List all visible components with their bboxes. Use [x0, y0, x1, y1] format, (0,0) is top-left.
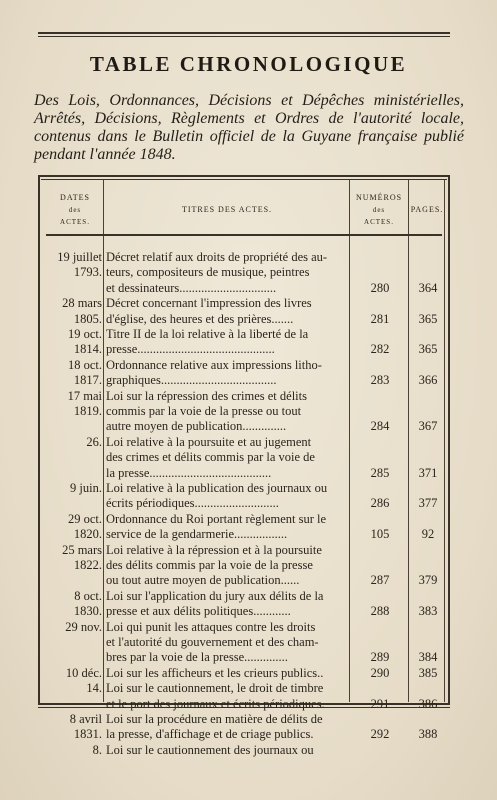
row-page: 386 [418, 696, 438, 711]
row-title: Décret concernant l'impression des livres d'église, des heures et des prières....... [106, 296, 312, 326]
header-dates-line1: DATES [60, 193, 90, 202]
row-page: 367 [418, 419, 438, 434]
row-date: 19 oct. 1814. [67, 327, 102, 357]
row-number: 290 [370, 665, 390, 680]
row-date: 29 nov. [65, 619, 102, 634]
header-rule [46, 234, 442, 236]
row-number: 286 [370, 496, 390, 511]
header-numeros-line1: NUMÉROS [355, 193, 403, 202]
row-page: 92 [421, 527, 435, 542]
page-title: TABLE CHRONOLOGIQUE [89, 52, 408, 76]
row-number: 288 [370, 604, 390, 619]
row-date: 19 juillet 1793. [57, 250, 102, 280]
row-page: 379 [418, 573, 438, 588]
row-date: 9 juin. [70, 481, 102, 495]
row-page: 371 [418, 465, 438, 480]
row-title: Ordonnance du Roi portant règlement sur le service de la gendarmerie................. [106, 511, 327, 542]
row-page: 383 [418, 604, 438, 619]
row-date: 8 oct. 1830. [73, 588, 102, 619]
row-title: Loi sur les afficheurs et les crieurs publics.. [106, 665, 324, 680]
row-number: 291 [370, 696, 390, 711]
row-date: 25 mars 1822. [62, 542, 102, 572]
row-number: 105 [370, 527, 390, 542]
header-dates [48, 192, 102, 228]
row-date: 10 déc. [65, 665, 102, 680]
row-title: Décret relatif aux droits de propriété des au- teurs, compositeurs de musique, peintres et dessinateurs............................... [106, 250, 328, 295]
header-numeros-line2: des [372, 206, 386, 214]
column-divider [444, 180, 445, 702]
row-number: 289 [370, 650, 390, 665]
row-title: Loi sur l'application du jury aux délits de la presse et aux délits politiques............ [106, 588, 324, 619]
row-page: 364 [418, 280, 438, 295]
row-date: 17 mai 1819. [67, 388, 102, 418]
row-number: 287 [370, 573, 390, 588]
row-date: 14. [86, 681, 102, 696]
row-title: Loi sur la répression des crimes et délits commis par la voie de la presse ou tout autre moyen de publication.............. [106, 388, 307, 434]
header-dates-line2: des [68, 206, 82, 214]
row-page: 385 [418, 665, 438, 680]
row-title: Loi sur le cautionnement, le droit de timbre et le port des journaux et écrits périodiques. [106, 681, 325, 711]
row-page: 377 [418, 496, 438, 511]
page-subtitle: Des Lois, Ordonnances, Décisions et Dépêches ministérielles, Arrêtés, Décisions, Règlements et Ordres de l'autorité locale, contenus dans le Bulletin officiel de la Guyane française publié pendant l'année 1848. [34, 92, 464, 163]
row-title: Loi relative à la répression et à la poursuite des délits commis par la voie de la presse ou tout autre moyen de publication...... [106, 542, 322, 588]
row-number: 292 [370, 727, 390, 742]
row-page: 366 [418, 373, 438, 388]
header-numeros-line3: ACTES. [364, 218, 394, 226]
row-number: 280 [370, 280, 390, 295]
row-number: 283 [370, 373, 390, 388]
column-divider [408, 180, 409, 702]
row-date: 26. [86, 434, 102, 449]
row-title: Titre II de la loi relative à la liberté de la presse............................................ [106, 327, 309, 357]
row-title: Loi qui punit les attaques contre les droits et l'autorité du gouvernement et des cham- bres par la voie de la presse.............. [106, 619, 319, 665]
row-page: 365 [418, 311, 438, 326]
column-divider [103, 180, 104, 702]
row-number: 285 [370, 465, 390, 480]
column-divider [349, 180, 350, 702]
row-title: Ordonnance relative aux impressions litho- graphiques..................................... [106, 357, 322, 388]
row-page: 384 [418, 650, 438, 665]
header-pages: PAGES. [410, 205, 444, 214]
table-inner-rule [41, 179, 447, 180]
header-dates-line3: ACTES. [60, 218, 90, 226]
row-date: 28 mars 1805. [62, 296, 102, 326]
row-title: Loi relative à la publication des journaux ou écrits périodiques........................... [106, 481, 328, 511]
row-number: 281 [370, 311, 390, 326]
row-date: 8 avril 1831. [69, 712, 102, 742]
row-date: 29 oct. 1820. [67, 511, 102, 542]
row-title: Loi sur le cautionnement des journaux ou [106, 742, 314, 757]
header-numeros [350, 192, 408, 228]
row-number: 282 [370, 342, 390, 357]
row-number: 284 [370, 419, 390, 434]
header-titres: TITRES DES ACTES. [181, 205, 273, 214]
row-page: 365 [418, 342, 438, 357]
row-page: 388 [418, 727, 438, 742]
row-date: 18 oct. 1817. [67, 357, 102, 388]
row-date: 8. [92, 742, 102, 757]
row-title: Loi relative à la poursuite et au jugement des crimes et délits commis par la voie de la presse....................................... [106, 434, 315, 480]
top-rule [38, 32, 450, 34]
row-title: Loi sur la procédure en matière de délits de la presse, d'affichage et de criage publics. [106, 712, 323, 742]
top-rule-thin [38, 36, 450, 37]
